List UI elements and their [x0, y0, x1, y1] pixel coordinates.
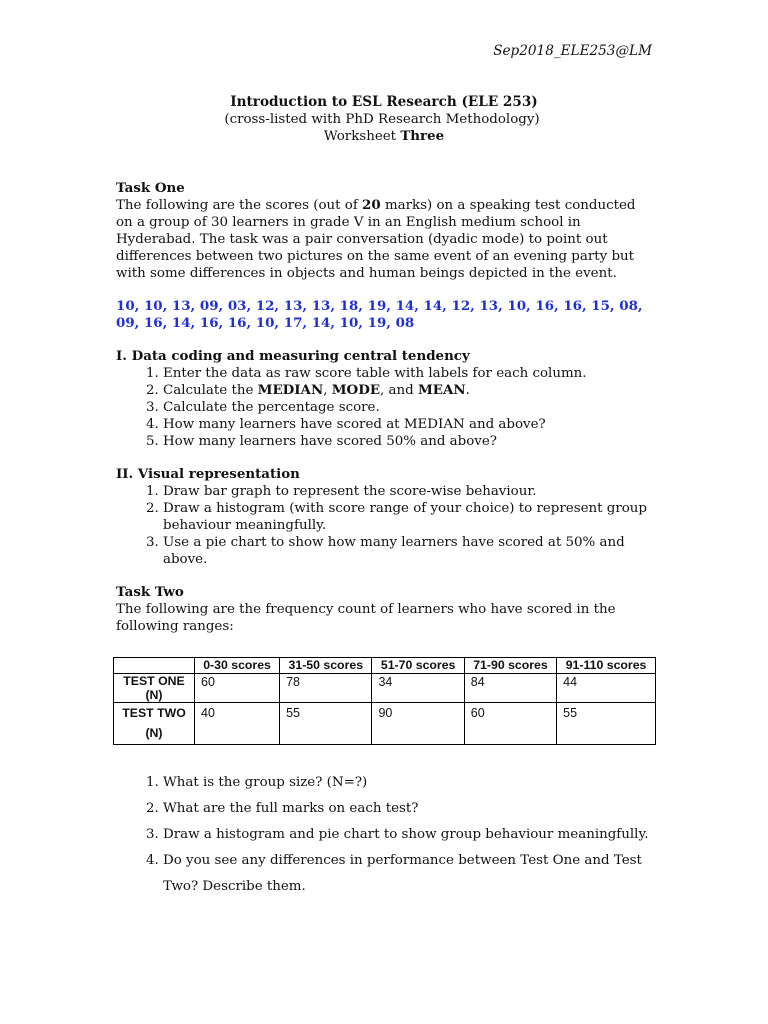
table-cell: 34 — [372, 674, 464, 703]
column-header: 31-50 scores — [280, 658, 372, 674]
table-cell: 60 — [464, 703, 556, 745]
table-cell: 55 — [557, 703, 656, 745]
table-cell: 90 — [372, 703, 464, 745]
table-cell: 55 — [280, 703, 372, 745]
row-label-test-two: TEST TWO (N) — [114, 703, 195, 745]
list-item: 5. How many learners have scored 50% and above? — [163, 433, 654, 450]
list-item: 2. What are the full marks on each test? — [163, 796, 654, 822]
table-cell: 84 — [464, 674, 556, 703]
task-two-heading: Task Two — [116, 584, 184, 600]
list-item: 3. Use a pie chart to show how many learners have scored at 50% and above. — [163, 534, 654, 568]
row-label-test-one: TEST ONE (N) — [114, 674, 195, 703]
task-one-heading: Task One — [116, 180, 185, 196]
course-subtitle: (cross-listed with PhD Research Methodology) — [224, 112, 540, 127]
table-header-row — [114, 658, 656, 674]
worksheet-title: Worksheet Three — [323, 128, 445, 144]
list-item: 4. How many learners have scored at MEDIAN and above? — [163, 416, 654, 433]
list-item: 1. What is the group size? (N=?) — [163, 770, 654, 796]
list-item: 2. Draw a histogram (with score range of your choice) to represent group behaviour meaningfully. — [163, 500, 654, 534]
list-item: 1. Draw bar graph to represent the score-wise behaviour. — [163, 483, 654, 500]
score-list: 10, 10, 13, 09, 03, 12, 13, 13, 18, 19, 14, 14, 12, 13, 10, 16, 16, 15, 08, 09, 16, 14, 16, 16, 10, 17, 14, 10, 19, 08 — [116, 298, 643, 331]
column-header: 51-70 scores — [372, 658, 464, 674]
header-reference: Sep2018_ELE253@LM — [493, 43, 652, 59]
list-item: 2. Calculate the MEDIAN, MODE, and MEAN. — [163, 382, 654, 399]
task-one-description: The following are the scores (out of 20 marks) on a speaking test conducted on a group of 30 learners in grade V in an English medium school in Hyderabad. The task was a pair conversation (dyadic mode) to point out differences between two pictures on the same event of an evening party but with some differences in objects and human beings depicted in the event. — [116, 197, 636, 281]
column-header: 71-90 scores — [464, 658, 556, 674]
list-item: 3. Calculate the percentage score. — [163, 399, 654, 416]
task-two-questions — [116, 770, 654, 900]
column-header: 0-30 scores — [195, 658, 280, 674]
column-header: 91-110 scores — [557, 658, 656, 674]
frequency-table — [113, 657, 656, 745]
section-one-heading: I. Data coding and measuring central tendency — [116, 348, 470, 364]
section-one-list — [116, 365, 654, 450]
task-one-section — [116, 180, 654, 635]
course-title: Introduction to ESL Research (ELE 253) — [230, 94, 538, 110]
table-corner-cell — [114, 658, 195, 674]
section-two-list — [116, 483, 654, 568]
questions-list — [116, 770, 654, 900]
table-cell: 40 — [195, 703, 280, 745]
list-item: 4. Do you see any differences in performance between Test One and Test Two? Describe them. — [163, 848, 654, 900]
task-two-description: The following are the frequency count of learners who have scored in the following ranges: — [116, 602, 616, 634]
table-row — [114, 703, 656, 745]
section-two-heading: II. Visual representation — [116, 466, 300, 482]
table-cell: 60 — [195, 674, 280, 703]
table-row — [114, 674, 656, 703]
table-cell: 78 — [280, 674, 372, 703]
list-item: 1. Enter the data as raw score table with labels for each column. — [163, 365, 654, 382]
title-block — [0, 94, 768, 145]
table-cell: 44 — [557, 674, 656, 703]
list-item: 3. Draw a histogram and pie chart to show group behaviour meaningfully. — [163, 822, 654, 848]
